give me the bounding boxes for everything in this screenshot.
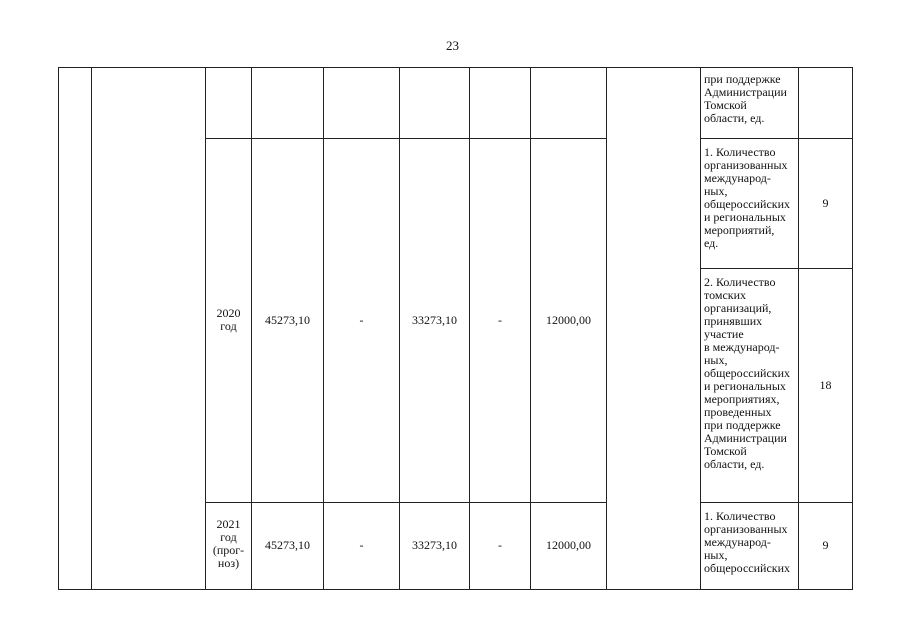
total-cell: 45273,10 [265, 538, 310, 552]
indicator-value: 18 [819, 378, 832, 392]
column-divider [798, 67, 799, 589]
row-divider [205, 138, 606, 139]
amount-cell: 12000,00 [546, 538, 591, 552]
table-border-bottom [58, 589, 853, 590]
table-border-right [852, 67, 853, 589]
column-divider [91, 67, 92, 589]
indicator-value: 9 [822, 538, 829, 552]
amount-cell: 33273,10 [412, 538, 457, 552]
column-divider [469, 67, 470, 589]
column-divider [530, 67, 531, 589]
indicator-value: 9 [822, 196, 829, 210]
column-divider [700, 67, 701, 589]
indicator-text: 1. Количество организованных международ- ных, общероссийских и региональных мероприятий, ед. [704, 145, 791, 250]
table-border-top [58, 67, 853, 68]
indicator-text: при поддержке Администрации Томской области, ед. [704, 72, 787, 125]
row-divider [700, 502, 853, 503]
year-cell: 2020 год [216, 306, 241, 333]
amount-cell: 33273,10 [412, 313, 457, 327]
table-border-left [58, 67, 59, 589]
row-divider [700, 268, 853, 269]
row-divider [205, 502, 606, 503]
column-divider [251, 67, 252, 589]
page-number: 23 [446, 38, 459, 53]
indicator-text: 1. Количество организованных международ- ных, общероссийских [704, 509, 791, 575]
amount-cell: 12000,00 [546, 313, 591, 327]
column-divider [323, 67, 324, 589]
column-divider [606, 67, 607, 589]
row-divider [700, 138, 853, 139]
indicator-text: 2. Количество томских организаций, принявших участие в международ- ных, общероссийских и региональных мероприятиях, проведенных при поддержке Администрации Томской области, ед. [704, 275, 791, 471]
amount-cell: - [359, 538, 364, 552]
total-cell: 45273,10 [265, 313, 310, 327]
amount-cell: - [498, 313, 502, 327]
amount-cell: - [359, 313, 364, 327]
column-divider [399, 67, 400, 589]
year-cell: 2021 год (прог- ноз) [212, 517, 245, 570]
amount-cell: - [498, 538, 502, 552]
